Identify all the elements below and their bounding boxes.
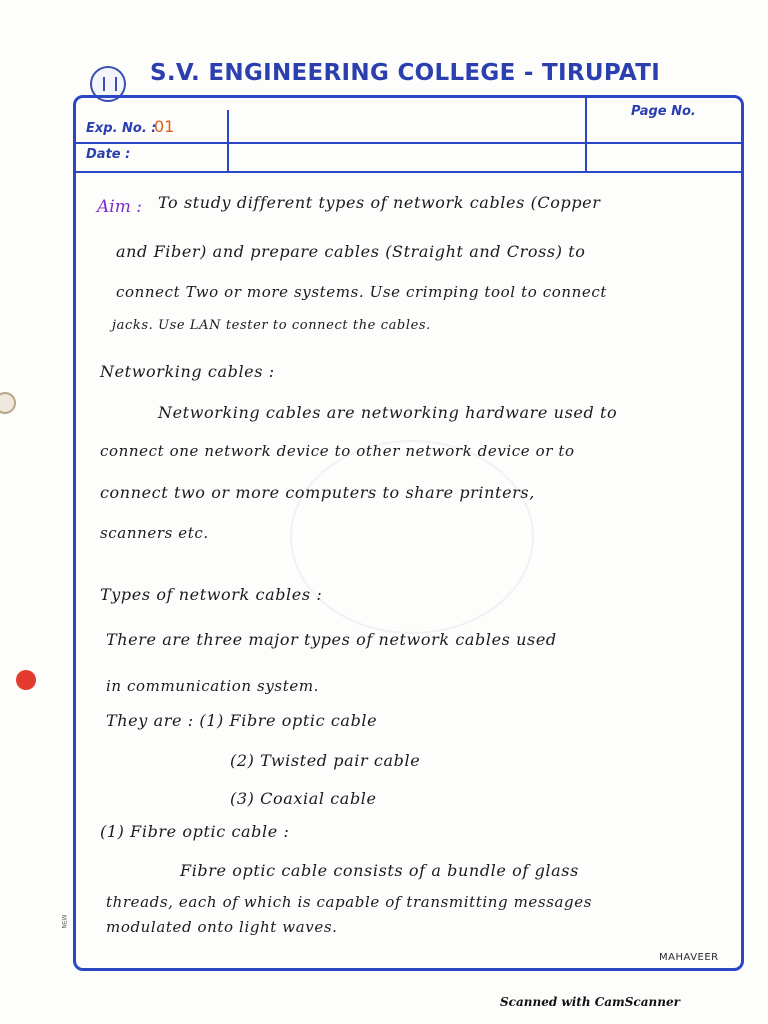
side-mark: NEW — [61, 914, 69, 929]
heading-fibre-optic: (1) Fibre optic cable : — [100, 822, 290, 841]
heading-networking-cables: Networking cables : — [100, 362, 275, 381]
fibre-line-1: Fibre optic cable consists of a bundle of glass — [180, 861, 579, 880]
date-label: Date : — [86, 147, 131, 162]
types-line-3: They are : (1) Fibre optic cable — [106, 711, 378, 730]
college-name: S.V. ENGINEERING COLLEGE - TIRUPATI — [150, 60, 661, 86]
header-divider-right — [585, 98, 587, 171]
scanner-credit: Scanned with CamScanner — [500, 995, 680, 1009]
types-line-1: There are three major types of network cables used — [106, 630, 557, 649]
page-no-label: Page No. — [631, 104, 696, 119]
header-divider-left — [227, 110, 229, 171]
exp-no-label: Exp. No. : — [86, 121, 157, 136]
heading-types-of-cables: Types of network cables : — [100, 585, 323, 604]
types-item-3: (3) Coaxial cable — [230, 789, 377, 808]
exp-no-value: 01 — [154, 117, 175, 136]
networking-line-2: connect one network device to other network device or to — [100, 442, 575, 460]
red-sticker — [16, 670, 36, 690]
aim-line-2: and Fiber) and prepare cables (Straight and Cross) to — [116, 242, 586, 261]
aim-line-1: To study different types of network cables (Copper — [158, 193, 601, 212]
header-rule-bottom — [76, 171, 741, 173]
networking-line-4: scanners etc. — [100, 524, 209, 542]
fibre-line-3: modulated onto light waves. — [106, 918, 338, 936]
binder-hole — [0, 392, 16, 414]
aim-line-3: connect Two or more systems. Use crimping tool to connect — [116, 283, 607, 301]
aim-label: Aim : — [97, 197, 142, 217]
networking-line-1: Networking cables are networking hardware used to — [158, 403, 618, 422]
header-rule-top — [76, 142, 741, 144]
types-item-2: (2) Twisted pair cable — [230, 751, 421, 770]
aim-line-4: jacks. Use LAN tester to connect the cables. — [112, 318, 431, 333]
networking-line-3: connect two or more computers to share printers, — [100, 483, 535, 502]
fibre-line-2: threads, each of which is capable of transmitting messages — [106, 893, 593, 911]
notebook-brand: MAHAVEER — [659, 952, 719, 963]
types-line-2: in communication system. — [106, 677, 320, 695]
